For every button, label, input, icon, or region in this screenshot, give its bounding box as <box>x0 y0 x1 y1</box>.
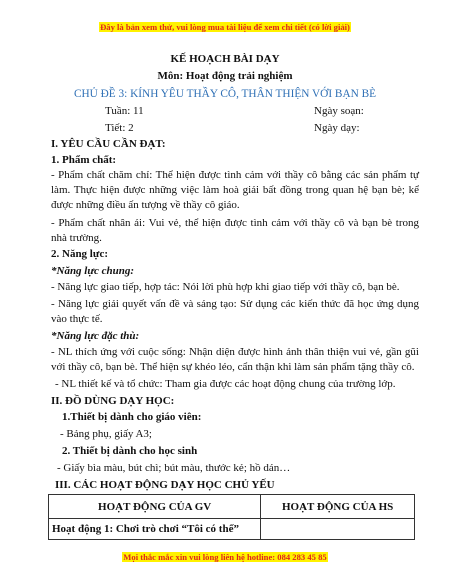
preview-notice-text: Đây là bản xem thử, vui lòng mua tài liệu để xem chi tiết (có lời giải) <box>100 22 350 32</box>
preview-notice-banner <box>0 21 450 33</box>
hotline-banner <box>0 551 450 563</box>
teacher-activity-cell: Hoạt động 1: Chơi trò chơi “Tôi có thể” <box>49 519 261 540</box>
teacher-equipment-heading: 1.Thiết bị dành cho giáo viên: <box>62 411 202 423</box>
table-row <box>49 519 415 540</box>
section-1-heading: I. YÊU CẦU CẦN ĐẠT: <box>51 138 166 150</box>
special-ability-heading: *Năng lực đặc thù: <box>51 330 140 342</box>
activities-table <box>48 494 415 540</box>
general-ability-heading: *Năng lực chung: <box>51 265 134 277</box>
special-ability-paragraph-2: - NL thiết kế và tổ chức: Tham gia được các hoạt động chung của trường lớp. <box>55 378 396 390</box>
prep-date-label: Ngày soạn: <box>314 105 364 117</box>
student-equipment-item: - Giấy bìa màu, bút chì; bút màu, thước kẻ; hồ dán… <box>57 462 291 474</box>
special-ability-paragraph-1: - NL thích ứng với cuộc sống: Nhận diện được hình ảnh thân thiện vui vẻ, gần gũi với thầy cô, bạn bè. Thể hiện sự khéo léo, cẩn thận khi làm sản phẩm tặng thầy cô. <box>51 346 419 373</box>
ability-heading: 2. Năng lực: <box>51 248 109 260</box>
quality-heading: 1. Phẩm chất: <box>51 154 117 166</box>
hotline-text: Mọi thắc mắc xin vui lòng liên hệ hotline: 084 283 45 85 <box>123 552 327 562</box>
week-label: Tuần: 11 <box>105 105 144 117</box>
student-activity-cell <box>261 519 415 540</box>
subject-line: Môn: Hoạt động trải nghiệm <box>157 70 293 82</box>
general-ability-paragraph-1: - Năng lực giao tiếp, hợp tác: Nói lời phù hợp khi giao tiếp với thầy cô, bạn bè. <box>51 281 400 293</box>
section-2-heading: II. ĐỒ DÙNG DẠY HỌC: <box>51 395 175 407</box>
period-label: Tiết: 2 <box>105 122 134 134</box>
teacher-equipment-item: - Bảng phụ, giấy A3; <box>60 428 152 440</box>
quality-paragraph-1: - Phẩm chất chăm chỉ: Thể hiện được tình cảm với thầy cô bằng các sản phẩm tự làm. Thực hiện được những việc làm hoà giải bất đồng trong quan hệ bạn bè; kể được những điều ấn tượng về thầy cô giáo. <box>51 169 419 211</box>
table-header-row <box>49 495 415 519</box>
document-title: KẾ HOẠCH BÀI DẠY <box>170 53 280 65</box>
student-activity-column-header: HOẠT ĐỘNG CỦA HS <box>261 495 415 519</box>
teach-date-label: Ngày dạy: <box>314 122 360 134</box>
section-3-heading: III. CÁC HOẠT ĐỘNG DẠY HỌC CHỦ YẾU <box>55 479 275 491</box>
general-ability-paragraph-2: - Năng lực giải quyết vấn đề và sáng tạo: Sử dụng các kiến thức đã học ứng dụng vào thực tế. <box>51 298 419 325</box>
student-equipment-heading: 2. Thiết bị dành cho học sinh <box>62 445 198 457</box>
teacher-activity-column-header: HOẠT ĐỘNG CỦA GV <box>49 495 261 519</box>
topic-heading: CHỦ ĐỀ 3: KÍNH YÊU THẦY CÔ, THÂN THIỆN VỚI BẠN BÈ <box>73 88 377 100</box>
quality-paragraph-2: - Phẩm chất nhân ái: Vui vẻ, thể hiện được tình cảm với thầy cô và bạn bè trong nhà trường. <box>51 217 419 244</box>
